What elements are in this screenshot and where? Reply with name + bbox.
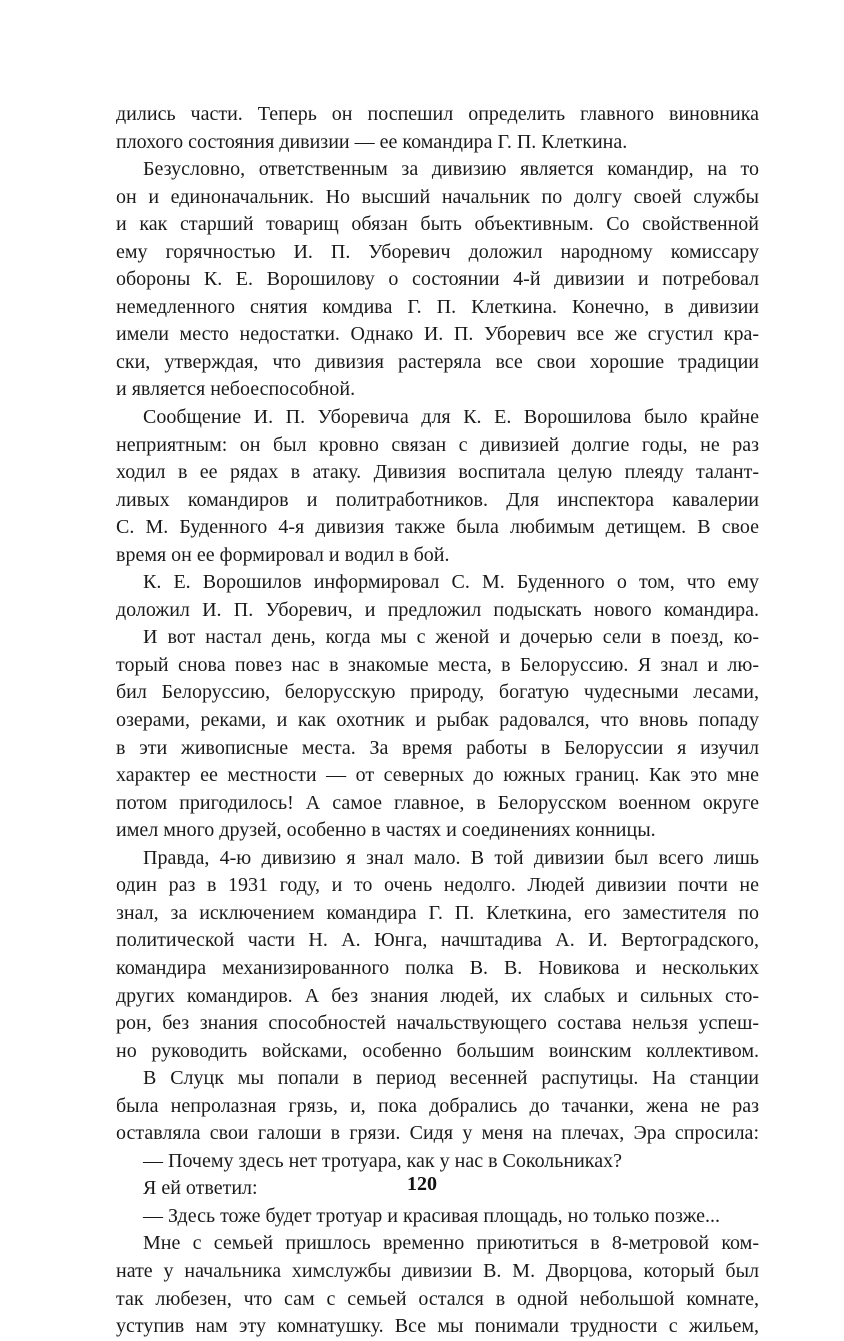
text-line: других командиров. А без знания людей, их слабых и сильных сто- [116,984,759,1007]
text-line: время он ее формировал и водил в бой. [116,543,450,566]
text-line: обороны К. Е. Ворошилову о состоянии 4-й дивизии и потребовал [116,268,759,291]
text-line: немедленного снятия комдива Г. П. Клеткина. Конечно, в дивизии [116,295,759,318]
text-line: неприятным: он был кровно связан с дивизией долгие годы, не раз [116,433,759,456]
text-line: бил Белоруссию, белорусскую природу, богатую чудесными лесами, [116,681,759,704]
text-line: командира механизированного полка В. В. Новикова и нескольких [116,956,759,979]
text-line: дились части. Теперь он поспешил определить главного виновника [116,103,759,125]
text-line: он и единоначальник. Но высший начальник по долгу своей службы [116,185,759,208]
text-line: оставляла свои галоши в грязи. Сидя у меня на плечах, Эра спросила: [116,1122,759,1145]
page-body-text [116,101,759,1341]
text-line: — Здесь тоже будет тротуар и красивая площадь, но только позже... [143,1204,721,1227]
text-line: С. М. Буденного 4-я дивизия также была любимым детищем. В свое [116,516,759,539]
text-line: Сообщение И. П. Уборевича для К. Е. Ворошилова было крайне [143,406,759,429]
text-line: но руководить войсками, особенно большим воинским коллективом. [116,1039,759,1062]
text-line: В Слуцк мы попали в период весенней распутицы. На станции [143,1067,759,1090]
text-line: и является небоеспособной. [116,378,356,401]
text-line: так любезен, что сам с семьей остался в одной небольшой комнате, [116,1287,759,1310]
text-line: знал, за исключением командира Г. П. Клеткина, его заместителя по [116,901,759,924]
text-line: Правда, 4-ю дивизию я знал мало. В той дивизии был всего лишь [143,846,759,869]
text-line: ливых командиров и политработников. Для инспектора кавалерии [116,488,759,511]
text-line: Я ей ответил: [143,1177,258,1200]
text-line: и как старший товарищ обязан быть объективным. Со свойственной [116,213,759,236]
text-line: имели место недостатки. Однако И. П. Уборевич все же сгустил кра- [116,323,759,346]
text-line: доложил И. П. Уборевич, и предложил подыскать нового командира. [116,598,759,621]
text-line: К. Е. Ворошилов информировал С. М. Буденного о том, что ему [143,571,759,594]
text-line: И вот настал день, когда мы с женой и дочерью сели в поезд, ко- [143,626,759,649]
text-line: ему горячностью И. П. Уборевич доложил народному комиссару [116,240,759,263]
text-line: в эти живописные места. За время работы в Белоруссии я изучил [116,736,759,759]
text-line: Безусловно, ответственным за дивизию является командир, на то [143,158,759,181]
text-line: ходил в ее рядах в атаку. Дивизия воспитала целую плеяду талант- [116,461,759,484]
text-line: торый снова повез нас в знакомые места, в Белоруссию. Я знал и лю- [116,653,759,676]
text-line: имел много друзей, особенно в частях и соединениях конницы. [116,819,656,842]
text-line: рон, без знания способностей начальствующего состава нельзя успеш- [116,1012,759,1035]
text-line: политической части Н. А. Юнга, начштадива А. И. Вертоградского, [116,929,759,952]
page-number: 120 [407,1173,437,1195]
text-line: ски, утверждая, что дивизия растеряла все свои хорошие традиции [116,350,759,373]
text-line: нате у начальника химслужбы дивизии В. М. Дворцова, который был [116,1259,759,1282]
text-line: Мне с семьей пришлось временно приютиться в 8-метровой ком- [143,1232,759,1255]
text-line: характер ее местности — от северных до южных границ. Как это мне [116,764,759,787]
text-line: была непролазная грязь, и, пока добрались до тачанки, жена не раз [116,1094,759,1117]
text-line: озерами, реками, и как охотник и рыбак радовался, что вновь попаду [116,709,759,732]
text-line: — Почему здесь нет тротуара, как у нас в Сокольниках? [143,1149,622,1172]
text-line: уступив нам эту комнатушку. Все мы понимали трудности с жильем, [116,1315,759,1338]
text-line: плохого состояния дивизии — ее командира Г. П. Клеткина. [116,130,628,153]
text-line: потом пригодилось! А самое главное, в Белорусском военном округе [116,791,759,814]
text-line: один раз в 1931 году, и то очень недолго. Людей дивизии почти не [116,874,759,897]
